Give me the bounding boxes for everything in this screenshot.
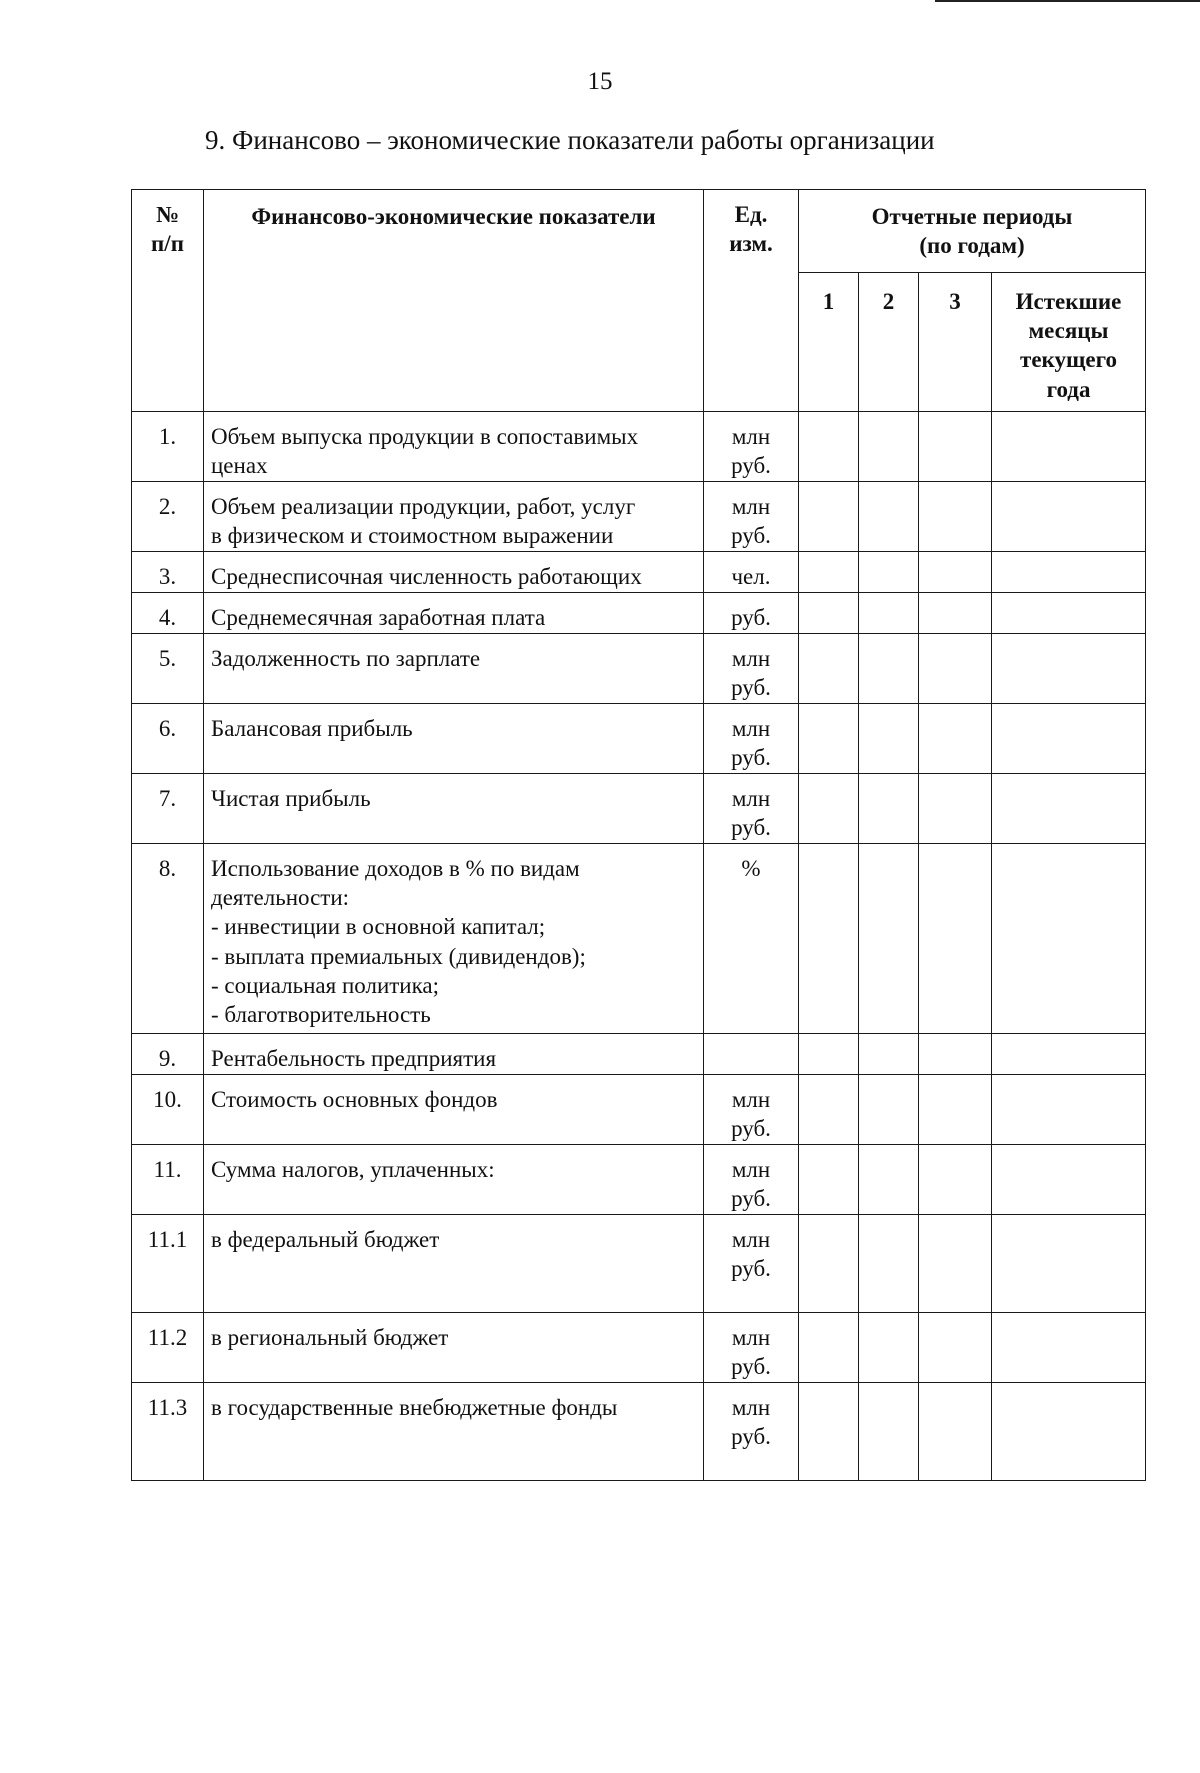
unit-line: млн <box>731 646 771 671</box>
header-periods-line1: Отчетные периоды <box>871 204 1073 229</box>
period-3-value-cell <box>919 1145 992 1215</box>
unit-line: руб. <box>731 453 771 479</box>
unit-line: руб. <box>731 1424 771 1450</box>
row-indicator-name <box>204 552 704 593</box>
row-number: 2. <box>132 482 204 552</box>
row-indicator-name <box>204 704 704 774</box>
table-row <box>132 1313 1146 1383</box>
period-4-value-cell <box>992 634 1146 704</box>
period-3-value-cell <box>919 1383 992 1481</box>
indicator-name-line: Чистая прибыль <box>211 786 371 811</box>
period-3-value-cell <box>919 1034 992 1075</box>
period-2-value-cell <box>859 1313 919 1383</box>
indicator-name-line: Объем выпуска продукции в сопоставимых <box>211 424 639 449</box>
table-row <box>132 1215 1146 1313</box>
row-number: 11.3 <box>132 1383 204 1481</box>
header-number <box>132 190 204 412</box>
row-unit <box>704 1034 799 1075</box>
row-number: 10. <box>132 1075 204 1145</box>
row-number: 8. <box>132 844 204 1034</box>
period-3-value-cell <box>919 844 992 1034</box>
row-unit <box>704 844 799 1034</box>
period-4-value-cell <box>992 593 1146 634</box>
period-4-value-cell <box>992 412 1146 482</box>
period-4-value-cell <box>992 704 1146 774</box>
indicator-name-line: Использование доходов в % по видам <box>211 856 580 881</box>
indicator-name-line: ценах <box>211 453 268 479</box>
row-indicator-name <box>204 593 704 634</box>
period-1-value-cell <box>799 1075 859 1145</box>
header-period-4-line1: Истекшие <box>1015 289 1122 314</box>
unit-line: руб. <box>731 1256 771 1282</box>
period-4-value-cell <box>992 1075 1146 1145</box>
row-number: 1. <box>132 412 204 482</box>
indicator-name-line: в физическом и стоимостном выражении <box>211 523 614 549</box>
period-2-value-cell <box>859 1383 919 1481</box>
period-1-value-cell <box>799 634 859 704</box>
row-unit <box>704 1215 799 1313</box>
section-title: 9. Финансово – экономические показатели работы организации <box>205 125 935 155</box>
unit-line: руб. <box>731 745 771 771</box>
period-3-value-cell <box>919 482 992 552</box>
unit-line: млн <box>731 786 771 811</box>
period-2-value-cell <box>859 482 919 552</box>
row-indicator-name <box>204 1215 704 1313</box>
row-number: 11. <box>132 1145 204 1215</box>
unit-line: руб. <box>731 605 771 630</box>
period-1-value-cell <box>799 1313 859 1383</box>
period-4-value-cell <box>992 1313 1146 1383</box>
row-number: 11.1 <box>132 1215 204 1313</box>
period-1-value-cell <box>799 1034 859 1075</box>
period-2-value-cell <box>859 774 919 844</box>
period-2-value-cell <box>859 1034 919 1075</box>
row-unit <box>704 552 799 593</box>
indicator-name-line: Балансовая прибыль <box>211 716 413 741</box>
header-unit-line1: Ед. <box>734 202 768 227</box>
period-3-value-cell <box>919 1215 992 1313</box>
indicator-name-line: Среднемесячная заработная плата <box>211 605 546 630</box>
header-period-current-months <box>992 273 1146 412</box>
unit-line: млн <box>731 494 771 519</box>
header-period-3: 3 <box>919 273 992 412</box>
row-unit <box>704 1145 799 1215</box>
period-4-value-cell <box>992 1215 1146 1313</box>
row-indicator-name <box>204 1313 704 1383</box>
period-3-value-cell <box>919 1075 992 1145</box>
period-3-value-cell <box>919 774 992 844</box>
row-indicator-name <box>204 1034 704 1075</box>
row-number: 6. <box>132 704 204 774</box>
table-row <box>132 844 1146 1034</box>
row-indicator-name <box>204 844 704 1034</box>
indicator-name-line: Объем реализации продукции, работ, услуг <box>211 494 636 519</box>
indicator-name-line: Стоимость основных фондов <box>211 1087 498 1112</box>
unit-line: руб. <box>731 1186 771 1212</box>
period-4-value-cell <box>992 844 1146 1034</box>
table-body <box>132 412 1146 1481</box>
period-1-value-cell <box>799 412 859 482</box>
row-number: 4. <box>132 593 204 634</box>
unit-line: млн <box>731 424 771 449</box>
table-row <box>132 593 1146 634</box>
table-row <box>132 552 1146 593</box>
period-4-value-cell <box>992 1383 1146 1481</box>
period-2-value-cell <box>859 412 919 482</box>
page-number: 15 <box>587 68 613 95</box>
indicator-name-line: - социальная политика; <box>211 972 440 998</box>
period-4-value-cell <box>992 1034 1146 1075</box>
period-2-value-cell <box>859 634 919 704</box>
header-unit <box>704 190 799 412</box>
row-unit <box>704 412 799 482</box>
header-period-4-line2: месяцы <box>1028 318 1109 344</box>
unit-line: млн <box>731 1395 771 1420</box>
period-3-value-cell <box>919 704 992 774</box>
unit-line: руб. <box>731 523 771 549</box>
unit-line: млн <box>731 716 771 741</box>
period-4-value-cell <box>992 774 1146 844</box>
indicator-name-line: Среднесписочная численность работающих <box>211 564 642 589</box>
indicator-name-line: - инвестиции в основной капитал; <box>211 914 546 940</box>
financial-indicators-table <box>131 189 1146 1481</box>
unit-line: % <box>741 856 761 881</box>
indicator-name-line: в государственные внебюджетные фонды <box>211 1395 618 1420</box>
indicator-name-line: Задолженность по зарплате <box>211 646 481 671</box>
period-1-value-cell <box>799 593 859 634</box>
period-3-value-cell <box>919 593 992 634</box>
indicator-name-line: - благотворительность <box>211 1002 431 1028</box>
indicator-name-line: Сумма налогов, уплаченных: <box>211 1157 495 1182</box>
header-number-line1: № <box>155 202 180 227</box>
unit-line: млн <box>731 1325 771 1350</box>
table-row <box>132 482 1146 552</box>
unit-line: млн <box>731 1157 771 1182</box>
row-unit <box>704 704 799 774</box>
header-indicators: Финансово-экономические показатели <box>204 190 704 412</box>
row-unit <box>704 593 799 634</box>
row-indicator-name <box>204 482 704 552</box>
period-4-value-cell <box>992 1145 1146 1215</box>
row-indicator-name <box>204 774 704 844</box>
period-2-value-cell <box>859 1075 919 1145</box>
row-unit <box>704 1313 799 1383</box>
period-1-value-cell <box>799 704 859 774</box>
top-edge-rule <box>935 0 1200 2</box>
row-number: 7. <box>132 774 204 844</box>
period-1-value-cell <box>799 552 859 593</box>
header-period-4-line3: текущего <box>1020 347 1117 373</box>
period-4-value-cell <box>992 482 1146 552</box>
period-3-value-cell <box>919 1313 992 1383</box>
period-2-value-cell <box>859 844 919 1034</box>
row-indicator-name <box>204 412 704 482</box>
row-unit <box>704 634 799 704</box>
header-unit-line2: изм. <box>729 231 773 257</box>
row-indicator-name <box>204 1383 704 1481</box>
period-3-value-cell <box>919 634 992 704</box>
header-period-4-line4: года <box>1046 376 1091 402</box>
table-row <box>132 1034 1146 1075</box>
header-period-2: 2 <box>859 273 919 412</box>
indicator-name-line: в федеральный бюджет <box>211 1227 440 1252</box>
row-number: 5. <box>132 634 204 704</box>
row-unit <box>704 1383 799 1481</box>
indicator-name-line: Рентабельность предприятия <box>211 1046 497 1071</box>
row-indicator-name <box>204 634 704 704</box>
table-row <box>132 1383 1146 1481</box>
unit-line: млн <box>731 1227 771 1252</box>
indicator-name-line: - выплата премиальных (дивидендов); <box>211 943 586 969</box>
row-number: 3. <box>132 552 204 593</box>
period-2-value-cell <box>859 1215 919 1313</box>
period-2-value-cell <box>859 704 919 774</box>
period-4-value-cell <box>992 552 1146 593</box>
table-row <box>132 774 1146 844</box>
unit-line: руб. <box>731 1354 771 1380</box>
row-unit <box>704 774 799 844</box>
indicator-name-line: деятельности: <box>211 885 350 911</box>
row-unit <box>704 1075 799 1145</box>
unit-line: руб. <box>731 1116 771 1142</box>
header-row-main <box>132 190 1146 273</box>
row-indicator-name <box>204 1075 704 1145</box>
row-number: 9. <box>132 1034 204 1075</box>
period-1-value-cell <box>799 1145 859 1215</box>
period-1-value-cell <box>799 844 859 1034</box>
row-unit <box>704 482 799 552</box>
period-2-value-cell <box>859 593 919 634</box>
table-row <box>132 412 1146 482</box>
period-1-value-cell <box>799 1383 859 1481</box>
unit-line: млн <box>731 1087 771 1112</box>
indicator-name-line: в региональный бюджет <box>211 1325 449 1350</box>
header-reporting-periods <box>799 190 1146 273</box>
table-row <box>132 1145 1146 1215</box>
period-2-value-cell <box>859 552 919 593</box>
table-row <box>132 1075 1146 1145</box>
header-period-1: 1 <box>799 273 859 412</box>
period-3-value-cell <box>919 552 992 593</box>
unit-line: руб. <box>731 675 771 701</box>
table-row <box>132 634 1146 704</box>
period-1-value-cell <box>799 774 859 844</box>
table-row <box>132 704 1146 774</box>
unit-line: руб. <box>731 815 771 841</box>
period-2-value-cell <box>859 1145 919 1215</box>
header-number-line2: п/п <box>151 231 184 257</box>
row-indicator-name <box>204 1145 704 1215</box>
period-1-value-cell <box>799 1215 859 1313</box>
header-periods-line2: (по годам) <box>919 233 1025 259</box>
period-3-value-cell <box>919 412 992 482</box>
period-1-value-cell <box>799 482 859 552</box>
unit-line: чел. <box>731 564 771 589</box>
row-number: 11.2 <box>132 1313 204 1383</box>
